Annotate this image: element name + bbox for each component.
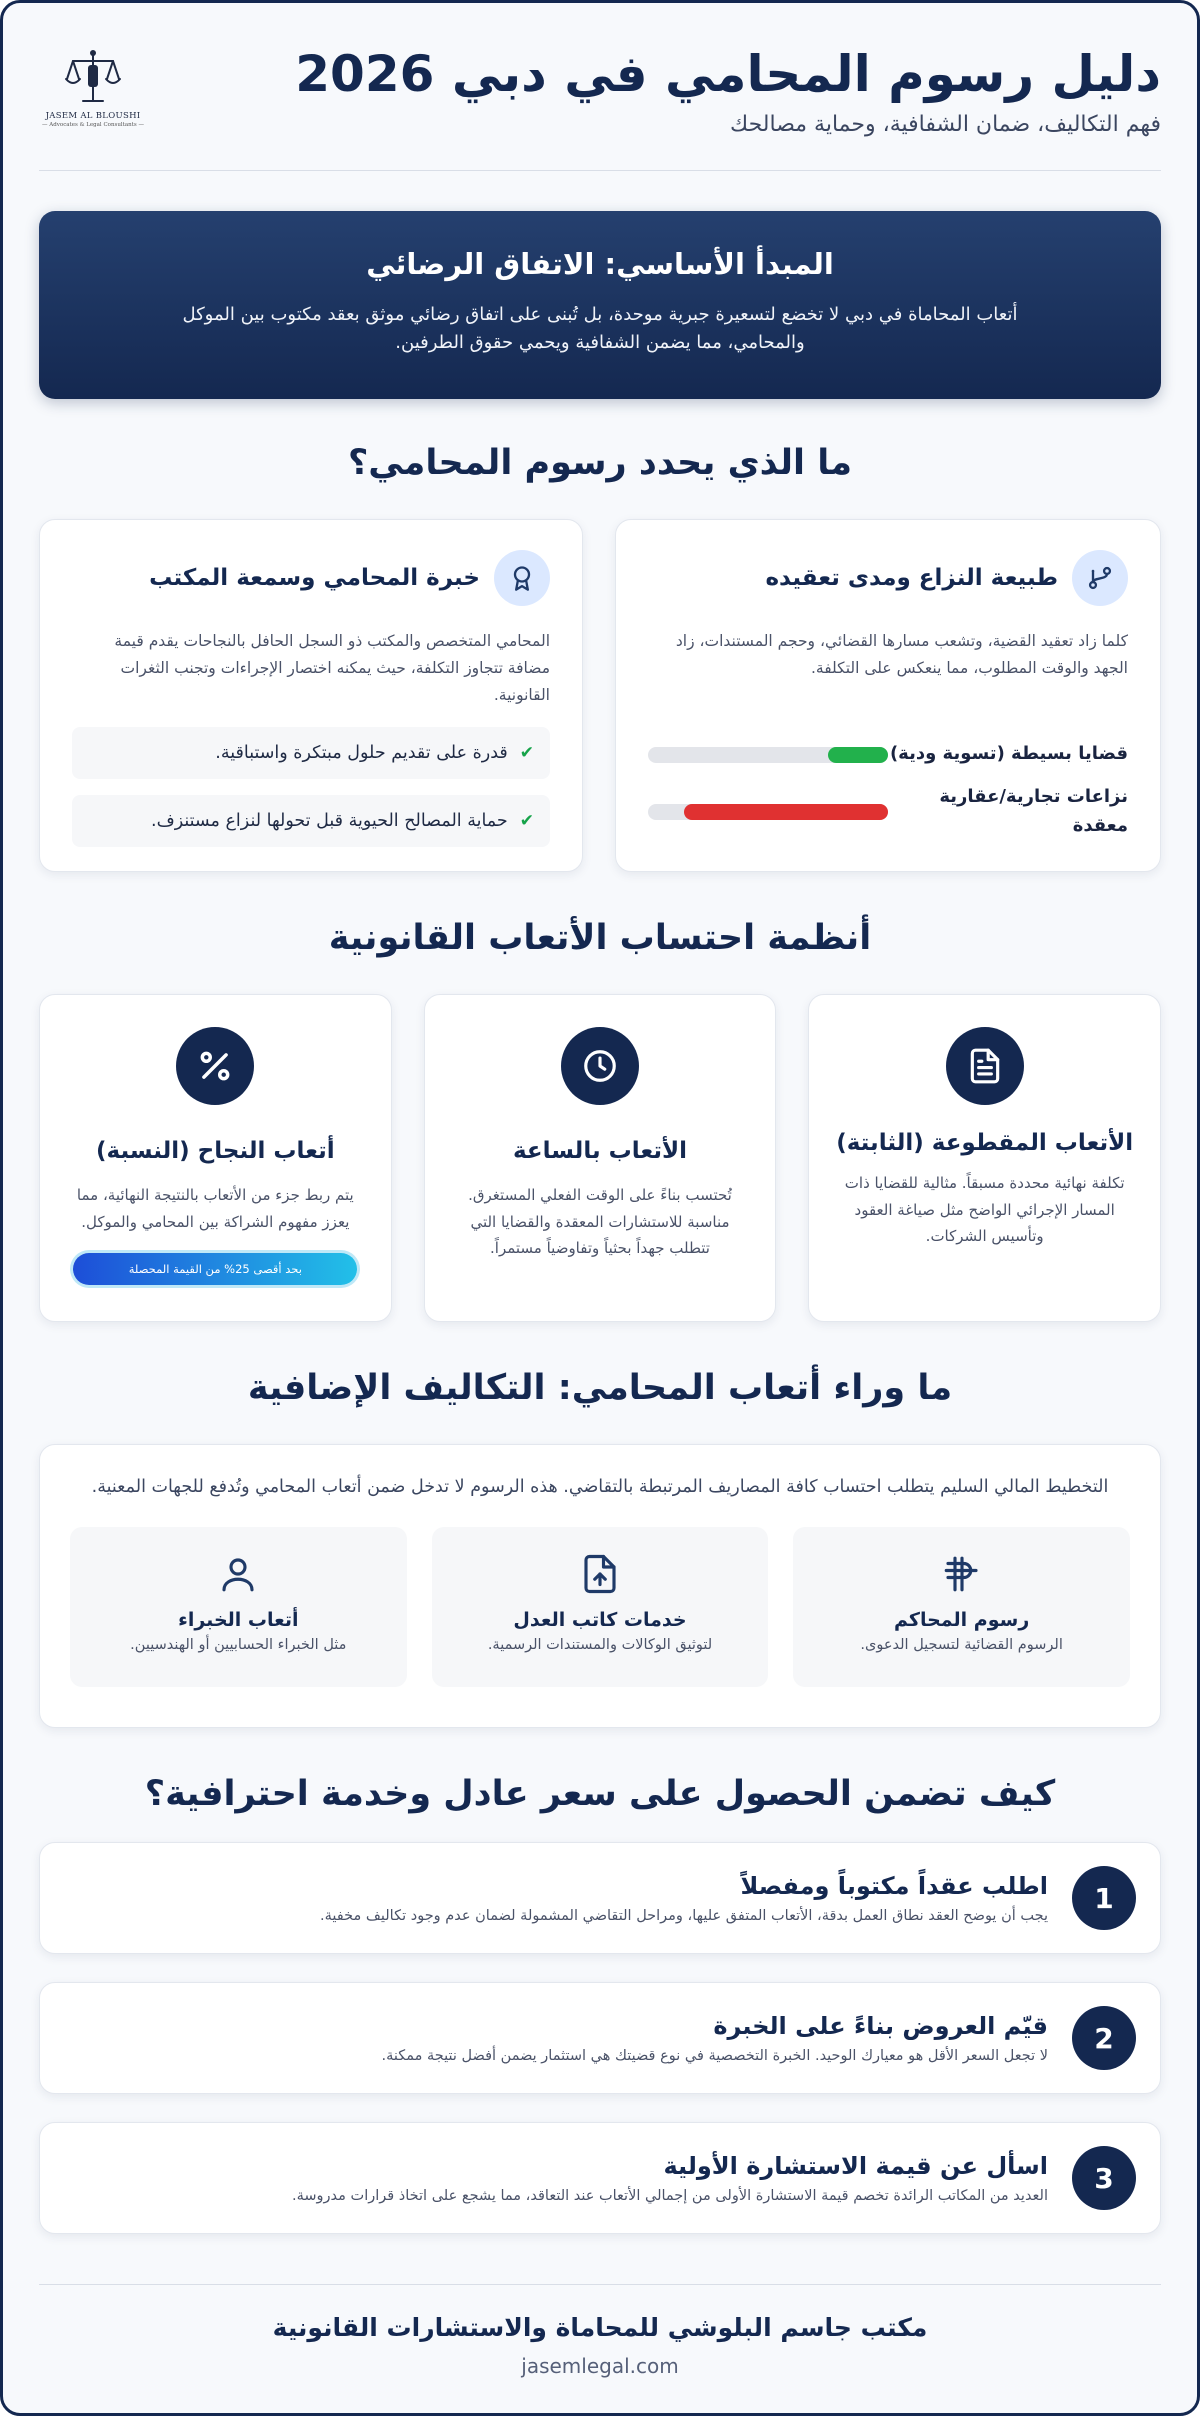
checkmark-icon: ✔ — [519, 743, 534, 764]
document-icon — [946, 1027, 1024, 1105]
extra-costs-card — [39, 1444, 1161, 1728]
extra-costs-row — [70, 1527, 1130, 1687]
complexity-bar-row — [648, 740, 1128, 769]
fee-title: الأتعاب بالساعة — [512, 1138, 687, 1164]
step-item — [39, 1842, 1161, 1954]
fixed-fee-card — [808, 994, 1161, 1322]
percent-icon — [176, 1027, 254, 1105]
court-fees-item — [793, 1527, 1130, 1687]
card-title: طبيعة النزاع ومدى تعقيده — [765, 565, 1058, 591]
fee-text: تكلفة نهائية محددة مسبقاً. مثالية للقضايا ذات المسار الإجرائي الواضح مثل صياغة العقود وتأسيس الشركات. — [844, 1174, 1125, 1245]
check-list-item — [72, 795, 550, 847]
step-title: اطلب عقداً مكتوباً ومفصلاً — [740, 1872, 1048, 1900]
fee-title: الأتعاب المقطوعة (الثابتة) — [836, 1130, 1134, 1156]
step-text: العديد من المكاتب الرائدة تخصم قيمة الاستشارة الأولى من إجمالي الأتعاب عند التعاقد، مما يشجع على اتخاذ قرارات مدروسة. — [292, 2188, 1048, 2204]
checkmark-icon: ✔ — [519, 811, 534, 832]
experience-card — [39, 519, 583, 872]
success-fee-card — [39, 994, 392, 1322]
footer-website-link[interactable]: jasemlegal.com — [521, 2354, 679, 2378]
step-title: اسأل عن قيمة الاستشارة الأولية — [663, 2152, 1048, 2180]
step-body — [320, 1872, 1048, 1924]
experts-item — [70, 1527, 407, 1687]
extra-title: خدمات كاتب العدل — [513, 1609, 687, 1631]
step-body — [292, 2152, 1048, 2204]
git-branch-icon — [1072, 550, 1128, 606]
extra-costs-section-title: ما وراء أتعاب المحامي: التكاليف الإضافية — [247, 1368, 953, 1408]
card-title: خبرة المحامي وسمعة المكتب — [149, 565, 480, 591]
extra-text: لتوثيق الوكالات والمستندات الرسمية. — [487, 1637, 713, 1653]
extra-title: رسوم المحاكم — [894, 1609, 1030, 1631]
notary-item — [432, 1527, 769, 1687]
steps-section-title: كيف تضمن الحصول على سعر عادل وخدمة احترافية؟ — [144, 1774, 1056, 1814]
banner-title: المبدأ الأساسي: الاتفاق الرضائي — [366, 247, 834, 281]
header — [39, 3, 1161, 171]
footer-firm-name: مكتب جاسم البلوشي للمحاماة والاستشارات القانونية — [272, 2313, 928, 2342]
footer — [39, 2284, 1161, 2378]
check-text: قدرة على تقديم حلول مبتكرة واستباقية. — [215, 743, 508, 764]
complexity-bar-track — [648, 804, 888, 820]
fee-systems-section-title: أنظمة احتساب الأتعاب القانونية — [328, 918, 872, 958]
step-item — [39, 1982, 1161, 2094]
file-upload-icon — [579, 1553, 621, 1595]
core-principle-banner — [39, 211, 1161, 399]
step-number: 2 — [1072, 2006, 1136, 2070]
page-subtitle: فهم التكاليف، ضمان الشفافية، وحماية مصالحك — [730, 112, 1161, 137]
step-text: يجب أن يوضح العقد نطاق العمل بدقة، الأتعاب المتفق عليها، ومراحل التقاضي المشمولة لضمان عدم وجود تكاليف مخفية. — [320, 1908, 1048, 1924]
steps-list — [39, 1842, 1161, 2234]
bar-label: نزاعات تجارية/عقارية معقدة — [939, 786, 1128, 836]
user-icon — [217, 1553, 259, 1595]
header-text — [295, 36, 1161, 137]
check-text: حماية المصالح الحيوية قبل تحولها لنزاع مستنزف. — [151, 811, 508, 832]
logo-name: JASEM AL BLOUSHI — [45, 111, 141, 121]
page-title: دليل رسوم المحامي في دبي 2026 — [295, 45, 1161, 103]
max-percentage-badge: بحد أقصى 25% من القيمة المحصلة — [73, 1253, 357, 1285]
step-body — [381, 2012, 1048, 2064]
step-title: قيّم العروض بناءً على الخبرة — [713, 2012, 1048, 2040]
fee-text: يتم ربط جزء من الأتعاب بالنتيجة النهائية، مما يعزز مفهوم الشراكة بين المحامي والموكل. — [76, 1186, 354, 1231]
complexity-bar-fill — [684, 804, 888, 820]
fee-text: تُحتسب بناءً على الوقت الفعلي المستغرق. مناسبة للاستشارات المعقدة والقضايا التي تتطلب جهداً بحثياً وتفاوضياً مستمراً. — [468, 1186, 732, 1257]
bar-label: قضايا بسيطة (تسوية ودية) — [889, 743, 1128, 765]
complexity-bars — [648, 740, 1128, 840]
scales-of-justice-icon — [61, 45, 125, 109]
fee-systems-row — [39, 994, 1161, 1322]
extra-text: مثل الخبراء الحسابيين أو الهندسيين. — [130, 1637, 347, 1653]
banner-text: أتعاب المحاماة في دبي لا تخضع لتسعيرة جبرية موحدة، بل تُبنى على اتفاق رضائي موثق بعقد مكتوب بين الموكل والمحامي، مما يضمن الشفافية ويحمي حقوق الطرفين. — [182, 304, 1018, 353]
complexity-bar-track — [648, 747, 888, 763]
step-number: 1 — [1072, 1866, 1136, 1930]
award-icon — [494, 550, 550, 606]
factors-row — [39, 519, 1161, 872]
extra-costs-intro: التخطيط المالي السليم يتطلب احتساب كافة المصاريف المرتبطة بالتقاضي. هذه الرسوم لا تدخل ضمن أتعاب المحامي وتُدفع للجهات المعنية. — [91, 1477, 1109, 1497]
step-text: لا تجعل السعر الأقل هو معيارك الوحيد. الخبرة التخصصية في نوع قضيتك هي استثمار يضمن أفضل نتيجة ممكنة. — [381, 2048, 1048, 2064]
step-item — [39, 2122, 1161, 2234]
card-header — [72, 550, 550, 606]
extra-title: أتعاب الخبراء — [178, 1609, 299, 1631]
complexity-bar-row — [648, 783, 1128, 841]
complexity-bar-fill — [828, 747, 888, 763]
card-text: المحامي المتخصص والمكتب ذو السجل الحافل بالنجاحات يقدم قيمة مضافة تتجاوز التكلفة، حيث يمكنه اختصار الإجراءات وتجنب الثغرات القانونية. — [114, 632, 550, 705]
firm-logo — [43, 45, 143, 128]
court-fees-icon — [941, 1553, 983, 1595]
check-list-item — [72, 727, 550, 779]
step-number: 3 — [1072, 2146, 1136, 2210]
dispute-nature-card — [615, 519, 1161, 872]
logo-tagline: — Advocates & Legal Consultants — — [42, 122, 144, 128]
clock-icon — [561, 1027, 639, 1105]
card-header — [648, 550, 1128, 606]
fee-title: أتعاب النجاح (النسبة) — [96, 1138, 335, 1164]
card-text: كلما زاد تعقيد القضية، وتشعب مسارها القضائي، وحجم المستندات، زاد الجهد والوقت المطلوب، مما ينعكس على التكلفة. — [675, 632, 1128, 678]
hourly-fee-card — [424, 994, 777, 1322]
extra-text: الرسوم القضائية لتسجيل الدعوى. — [860, 1637, 1063, 1653]
factors-section-title: ما الذي يحدد رسوم المحامي؟ — [347, 443, 853, 483]
